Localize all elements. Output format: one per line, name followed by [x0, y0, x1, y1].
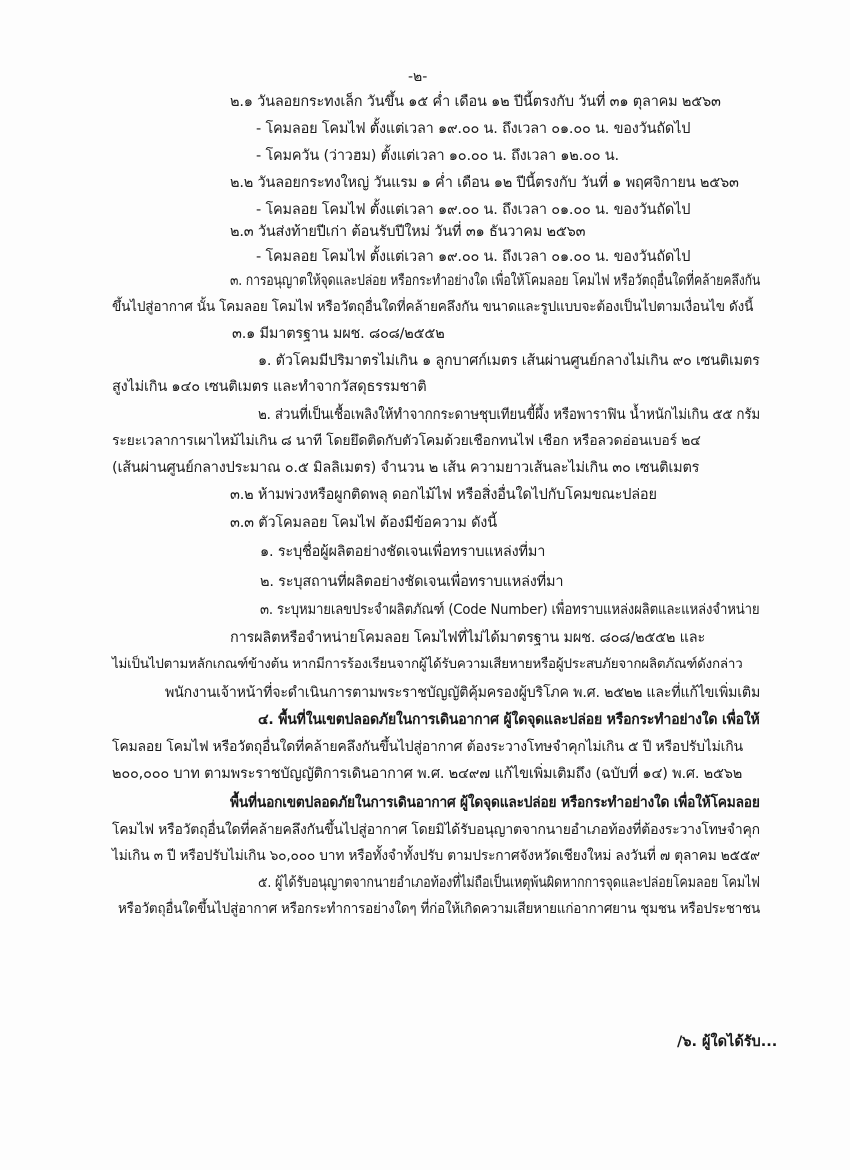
- text-line: ๒.๒ วันลอยกระทงใหญ่ วันแรม ๑ ค่ำ เดือน ๑๒ ปีนี้ตรงกับ วันที่ ๑ พฤศจิกายน ๒๕๖๓: [230, 175, 739, 191]
- text-line: ๑. ระบุชื่อผู้ผลิตอย่างชัดเจนเพื่อทราบแหล่งที่มา: [260, 544, 546, 560]
- text-line: ขึ้นไปสู่อากาศ นั้น โคมลอย โคมไฟ หรือวัตถุอื่นใดที่คล้ายคลึงกัน ขนาดและรูปแบบจะต้องเป็นไปตามเงื่อนไข ดังนี้: [112, 299, 754, 315]
- text-line: ไม่เป็นไปตามหลักเกณฑ์ข้างต้น หากมีการร้องเรียนจากผู้ได้รับความเสียหายหรือผู้ประสบภัยจากผลิตภัณฑ์ดังกล่าว: [112, 657, 743, 672]
- text-line: ๓. ระบุหมายเลขประจำผลิตภัณฑ์ (Code Number) เพื่อทราบแหล่งผลิตและแหล่งจำหน่าย: [260, 602, 760, 618]
- text-line: ๒๐๐,๐๐๐ บาท ตามพระราชบัญญัติการเดินอากาศ พ.ศ. ๒๔๙๗ แก้ไขเพิ่มเติมถึง (ฉบับที่ ๑๔) พ.ศ. ๒๕๖๒: [112, 766, 743, 782]
- text-line: ๓.๒ ห้ามพ่วงหรือผูกติดพลุ ดอกไม้ไฟ หรือสิ่งอื่นใดไปกับโคมขณะปล่อย: [230, 487, 657, 503]
- text-line: - โคมควัน (ว่าวฮม) ตั้งแต่เวลา ๑๐.๐๐ น. ถึงเวลา ๑๒.๐๐ น.: [256, 148, 619, 164]
- continuation-note: /๖. ผู้ใดได้รับ...: [677, 1034, 778, 1050]
- text-line: พนักงานเจ้าหน้าที่จะดำเนินการตามพระราชบัญญัติคุ้มครองผู้บริโภค พ.ศ. ๒๕๒๒ และที่แก้ไขเพิ่มเติม: [165, 685, 761, 701]
- text-line: ๒.๓ วันส่งท้ายปีเก่า ต้อนรับปีใหม่ วันที่ ๓๑ ธันวาคม ๒๕๖๓: [230, 224, 586, 240]
- text-line: ๒. ระบุสถานที่ผลิตอย่างชัดเจนเพื่อทราบแหล่งที่มา: [260, 574, 564, 590]
- text-line: ระยะเวลาการเผาไหม้ไม่เกิน ๘ นาที โดยยึดติดกับตัวโคมด้วยเชือกทนไฟ เชือก หรือลวดอ่อนเบอร์ ๒๔: [112, 433, 701, 449]
- text-line: สูงไม่เกิน ๑๔๐ เซนติเมตร และทำจากวัสดุธรรมชาติ: [112, 379, 427, 395]
- text-line: - โคมลอย โคมไฟ ตั้งแต่เวลา ๑๙.๐๐ น. ถึงเวลา ๐๑.๐๐ น. ของวันถัดไป: [256, 121, 691, 137]
- text-line: โคมลอย โคมไฟ หรือวัตถุอื่นใดที่คล้ายคลึงกันขึ้นไปสู่อากาศ ต้องระวางโทษจำคุกไม่เกิน ๕ ปี หรือปรับไม่เกิน: [112, 739, 743, 755]
- text-line: - โคมลอย โคมไฟ ตั้งแต่เวลา ๑๙.๐๐ น. ถึงเวลา ๐๑.๐๐ น. ของวันถัดไป: [256, 249, 691, 265]
- text-line: การผลิตหรือจำหน่ายโคมลอย โคมไฟที่ไม่ได้มาตรฐาน มผช. ๘๐๘/๒๕๕๒ และ: [230, 630, 706, 646]
- text-line: ๑. ตัวโคมมีปริมาตรไม่เกิน ๑ ลูกบาศก์เมตร เส้นผ่านศูนย์กลางไม่เกิน ๙๐ เซนติเมตร: [258, 353, 760, 369]
- text-line: ๓. การอนุญาตให้จุดและปล่อย หรือกระทำอย่างใด เพื่อให้โคมลอย โคมไฟ หรือวัตถุอื่นใดที่คล้ายคลึงกัน: [230, 273, 761, 289]
- text-line: ไม่เกิน ๓ ปี หรือปรับไม่เกิน ๖๐,๐๐๐ บาท หรือทั้งจำทั้งปรับ ตามประกาศจังหวัดเชียงใหม่ ลงวันที่ ๗ ตุลาคม ๒๕๕๙: [112, 848, 760, 864]
- text-line: ๓.๑ มีมาตรฐาน มผช. ๘๐๘/๒๕๕๒: [232, 326, 445, 342]
- text-line: ๒. ส่วนที่เป็นเชื้อเพลิงให้ทำจากกระดาษชุบเทียนขี้ผึ้ง หรือพาราฟิน น้ำหนักไม่เกิน ๕๕ กรัม: [258, 407, 761, 423]
- text-line: โคมไฟ หรือวัตถุอื่นใดที่คล้ายคลึงกันขึ้นไปสู่อากาศ โดยมิได้รับอนุญาตจากนายอำเภอท้องที่ต้องระวางโทษจำคุก: [112, 822, 760, 838]
- text-line: (เส้นผ่านศูนย์กลางประมาณ ๐.๕ มิลลิเมตร) จำนวน ๒ เส้น ความยาวเส้นละไม่เกิน ๓๐ เซนติเมตร: [112, 460, 700, 476]
- text-line: ๔. พื้นที่ในเขตปลอดภัยในการเดินอากาศ ผู้ใดจุดและปล่อย หรือกระทำอย่างใด เพื่อให้: [258, 712, 760, 728]
- text-line: หรือวัตถุอื่นใดขึ้นไปสู่อากาศ หรือกระทำการอย่างใดๆ ที่ก่อให้เกิดความเสียหายแก่อากาศยาน ชุมชน หรือประชาชน: [118, 901, 761, 917]
- text-line: พื้นที่นอกเขตปลอดภัยในการเดินอากาศ ผู้ใดจุดและปล่อย หรือกระทำอย่างใด เพื่อให้โคมลอย: [230, 795, 760, 811]
- text-line: - โคมลอย โคมไฟ ตั้งแต่เวลา ๑๙.๐๐ น. ถึงเวลา ๐๑.๐๐ น. ของวันถัดไป: [256, 202, 691, 218]
- text-line: ๓.๓ ตัวโคมลอย โคมไฟ ต้องมีข้อความ ดังนี้: [230, 515, 497, 531]
- text-line: ๕. ผู้ได้รับอนุญาตจากนายอำเภอท้องที่ไม่ถือเป็นเหตุพ้นผิดหากการจุดและปล่อยโคมลอย โคมไฟ: [258, 875, 760, 891]
- text-line: ๒.๑ วันลอยกระทงเล็ก วันขึ้น ๑๕ ค่ำ เดือน ๑๒ ปีนี้ตรงกับ วันที่ ๓๑ ตุลาคม ๒๕๖๓: [230, 94, 721, 110]
- page-number: -๒-: [408, 69, 428, 85]
